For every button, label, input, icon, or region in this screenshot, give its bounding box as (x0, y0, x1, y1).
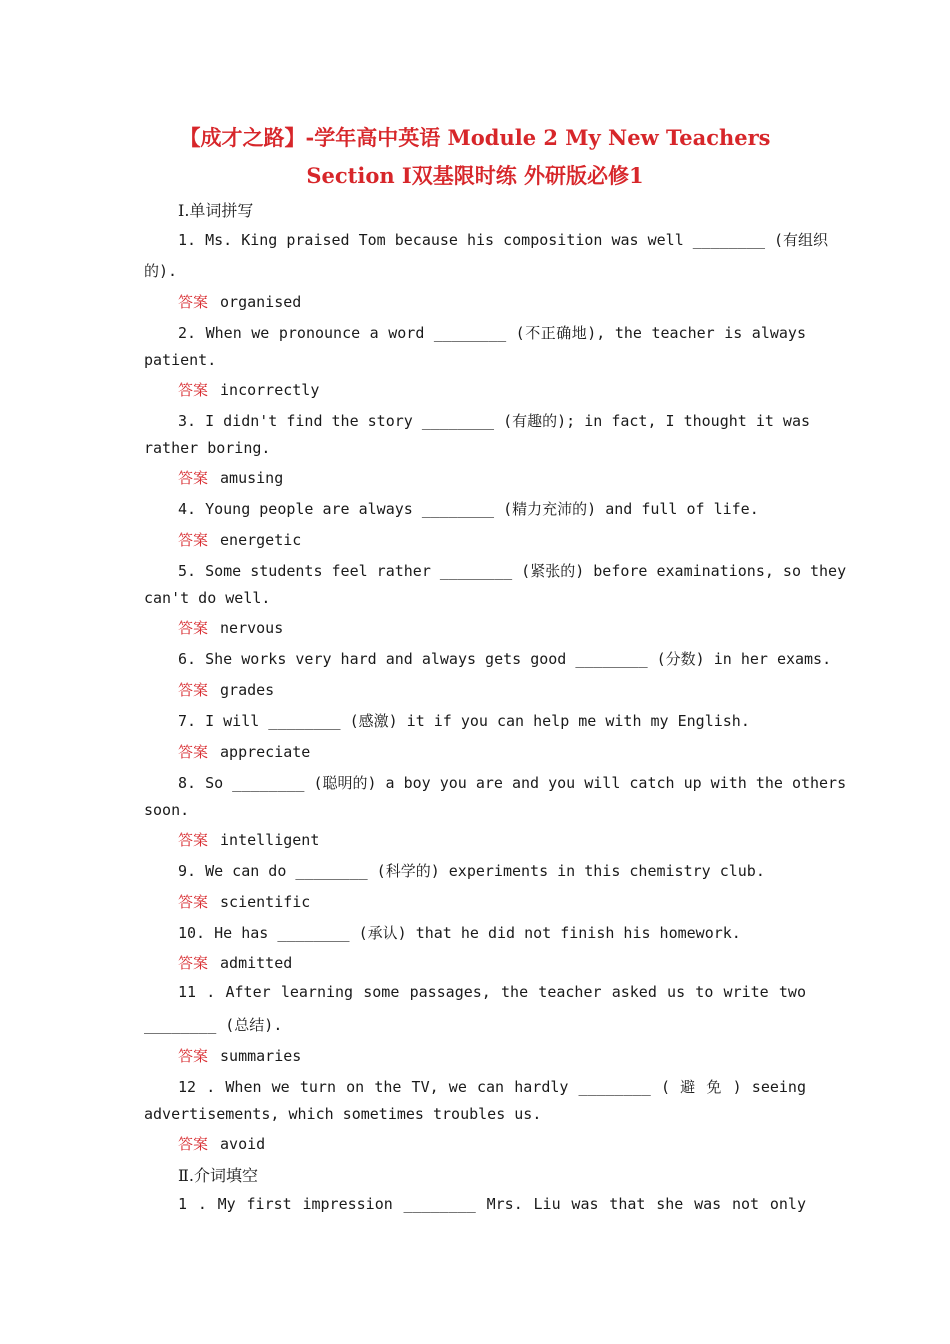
question-5-line-2: can't do well. (144, 589, 271, 607)
document-title-line-2: Section Ⅰ双基限时练 外研版必修1 (306, 163, 644, 188)
answer-label: 答案 (178, 954, 209, 972)
answer-label: 答案 (178, 619, 209, 637)
answer-value: avoid (220, 1135, 266, 1153)
question-2-line-2: patient. (144, 351, 217, 369)
answer-5 (178, 617, 283, 638)
answer-label: 答案 (178, 381, 209, 399)
question-9-line-1: 9. We can do ________ (科学的) experiments in this chemistry club. (178, 862, 765, 880)
answer-label: 答案 (178, 743, 209, 761)
question-1-line-1: 1. Ms. King praised Tom because his composition was well ________ (有组织 (178, 231, 829, 249)
answer-value: energetic (220, 531, 302, 549)
question-10-line-1: 10. He has ________ (承认) that he did not finish his homework. (178, 924, 741, 942)
answer-7 (178, 741, 310, 762)
answer-1 (178, 291, 301, 312)
answer-label: 答案 (178, 1135, 209, 1153)
answer-label: 答案 (178, 1047, 209, 1065)
answer-value: summaries (220, 1047, 302, 1065)
answer-label: 答案 (178, 831, 209, 849)
question-2-line-1: 2. When we pronounce a word ________ (不正确地), the teacher is always (178, 324, 806, 342)
question-11-line-2: ________ (总结). (144, 1016, 283, 1034)
document-title-line-1: 【成才之路】-学年高中英语 Module 2 My New Teachers (179, 125, 771, 150)
question-12-line-1: 12 . When we turn on the TV, we can hardly ________ ( 避 免 ) seeing (178, 1078, 806, 1096)
question-8-line-2: soon. (144, 801, 190, 819)
question-12-line-2: advertisements, which sometimes troubles us. (144, 1105, 542, 1123)
question-3-line-2: rather boring. (144, 439, 271, 457)
answer-8 (178, 829, 319, 850)
answer-11 (178, 1045, 301, 1066)
answer-2 (178, 379, 319, 400)
answer-label: 答案 (178, 531, 209, 549)
answer-3 (178, 467, 283, 488)
question-8-line-1: 8. So ________ (聪明的) a boy you are and you will catch up with the others (178, 774, 847, 792)
answer-value: appreciate (220, 743, 311, 761)
answer-label: 答案 (178, 681, 209, 699)
answer-value: intelligent (220, 831, 320, 849)
answer-9 (178, 891, 310, 912)
answer-value: nervous (220, 619, 284, 637)
answer-4 (178, 529, 301, 550)
answer-value: organised (220, 293, 302, 311)
answer-value: grades (220, 681, 275, 699)
question-3-line-1: 3. I didn't find the story ________ (有趣的); in fact, I thought it was (178, 412, 810, 430)
question-s2-1-line-1: 1 . My first impression ________ Mrs. Liu was that she was not only (178, 1195, 806, 1213)
section-heading-spelling: Ⅰ.单词拼写 (178, 201, 254, 220)
answer-label: 答案 (178, 893, 209, 911)
answer-value: incorrectly (220, 381, 320, 399)
question-4-line-1: 4. Young people are always ________ (精力充沛的) and full of life. (178, 500, 759, 518)
answer-6 (178, 679, 274, 700)
question-7-line-1: 7. I will ________ (感激) it if you can help me with my English. (178, 712, 750, 730)
answer-value: scientific (220, 893, 311, 911)
section-heading-prepositions: Ⅱ.介词填空 (178, 1166, 258, 1185)
question-11-line-1: 11 . After learning some passages, the teacher asked us to write two (178, 983, 806, 1001)
answer-12 (178, 1133, 265, 1154)
answer-label: 答案 (178, 469, 209, 487)
answer-value: amusing (220, 469, 284, 487)
question-1-line-2: 的). (144, 262, 178, 280)
question-5-line-1: 5. Some students feel rather ________ (紧张的) before examinations, so they (178, 562, 847, 580)
answer-value: admitted (220, 954, 293, 972)
answer-label: 答案 (178, 293, 209, 311)
answer-10 (178, 952, 292, 973)
question-6-line-1: 6. She works very hard and always gets good ________ (分数) in her exams. (178, 650, 832, 668)
